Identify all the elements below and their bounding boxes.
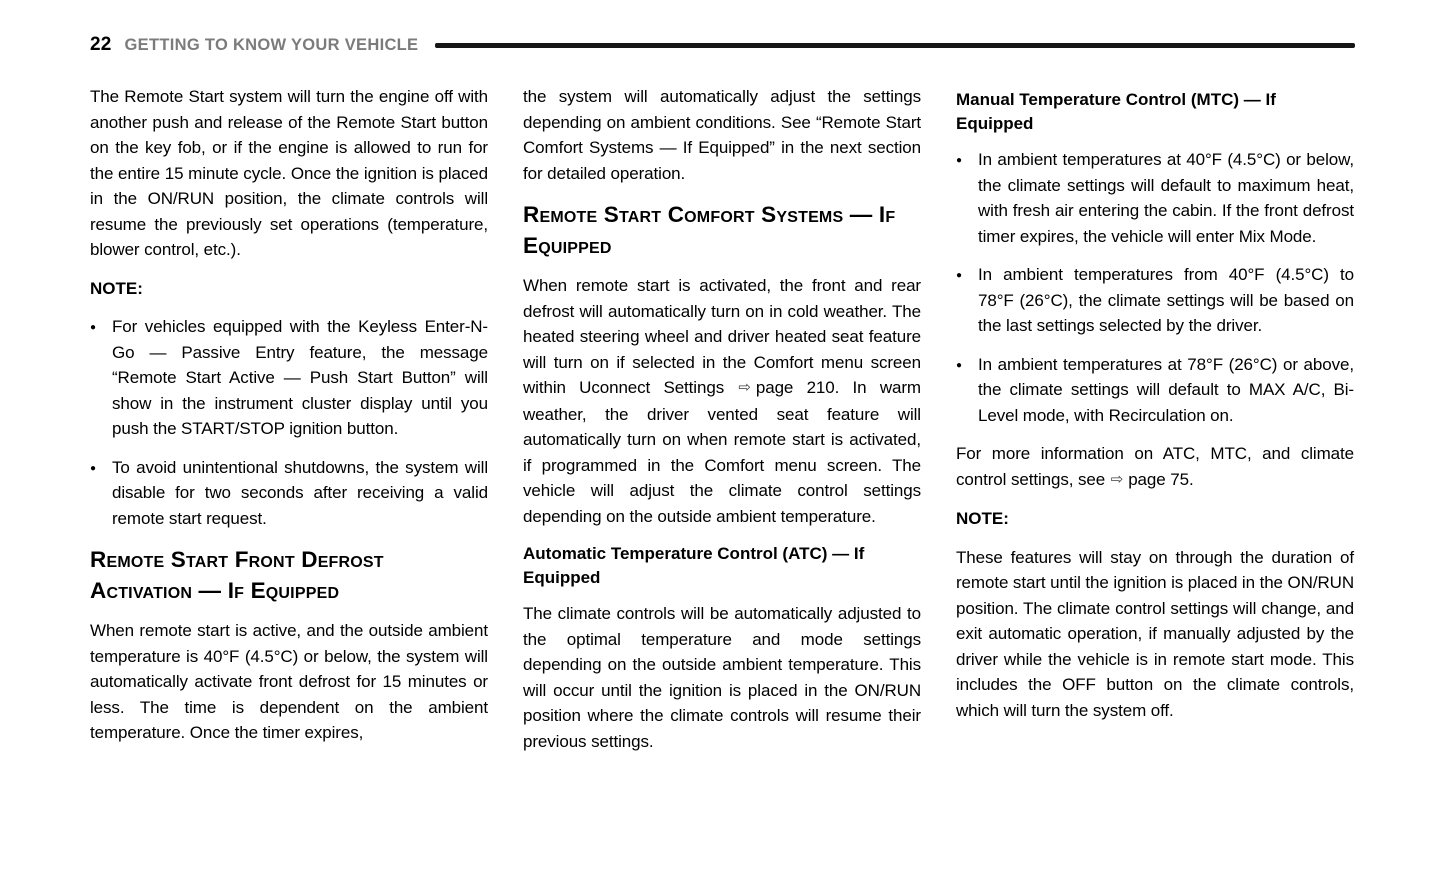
page-header [90, 34, 1355, 56]
page-arrow-icon: ⇨ [738, 379, 751, 396]
bullet-text: In ambient temperatures at 78°F (26°C) or above, the climate settings will default to MAX A/C, Bi-Level mode, with Recirculation on. [978, 354, 1354, 425]
bullet-list [90, 314, 488, 531]
section-heading-comfort-systems: Remote Start Comfort Systems — If Equipped [523, 202, 896, 258]
bullet-list [956, 147, 1354, 428]
bullet-icon: ● [956, 359, 962, 371]
paragraph: When remote start is active, and the outside ambient temperature is 40°F (4.5°C) or below, the system will automatically activate front defrost for 15 minutes or less. The time is dependent on the ambient temperature. Once the timer expires, [90, 621, 488, 742]
paragraph [523, 273, 921, 529]
paragraph-text: When remote start is activated, the front and rear defrost will automatically turn on in cold weather. The heated steering wheel and driver heated seat feature will turn on if selected in the Comfort menu screen within Uconnect Settings [523, 276, 921, 397]
paragraph: These features will stay on through the duration of remote start until the ignition is placed in the ON/RUN position. The climate control settings will change, and exit automatic operation, if manually adjusted by the driver while the vehicle is in remote start mode. This includes the OFF button on the climate controls, which will turn the system off. [956, 547, 1354, 720]
page-reference-link[interactable] [737, 378, 834, 397]
header-rule [435, 43, 1355, 48]
column-2 [523, 84, 921, 767]
bullet-text: For vehicles equipped with the Keyless Enter-N-Go — Passive Entry feature, the message “Remote Start Active — Push Start Button” will show in the instrument cluster display until you push the START/STOP ignition button. [112, 317, 488, 438]
page-arrow-icon: ⇨ [1110, 470, 1124, 488]
list-item [956, 352, 1354, 429]
bullet-icon: ● [956, 155, 962, 166]
text-columns [90, 84, 1355, 767]
page-reference-label: page 210 [755, 378, 835, 397]
paragraph: The climate controls will be automatically adjusted to the optimal temperature and mode settings depending on the outside ambient temperature. This will occur until the ignition is placed in the ON/RUN position where the climate controls will resume their previous settings. [523, 604, 921, 751]
bullet-icon: ● [90, 462, 96, 474]
bullet-text: To avoid unintentional shutdowns, the system will disable for two seconds after receiving a valid remote start request. [112, 457, 488, 528]
note-label: NOTE: [90, 278, 143, 298]
page-reference-link[interactable] [1110, 470, 1189, 489]
note-label: NOTE: [956, 509, 1009, 528]
paragraph [956, 441, 1354, 493]
subheading-mtc: Manual Temperature Control (MTC) — If Equipped [956, 90, 1276, 133]
paragraph: the system will automatically adjust the settings depending on ambient conditions. See “Remote Start Comfort Systems — If Equipped” in the next section for detailed operation. [523, 87, 921, 183]
subheading-atc: Automatic Temperature Control (ATC) — If Equipped [523, 544, 865, 587]
column-3 [956, 84, 1354, 767]
list-item [90, 455, 488, 532]
list-item [956, 262, 1354, 339]
paragraph-text: . [1188, 469, 1194, 489]
list-item [90, 314, 488, 442]
page-number: 22 [90, 34, 112, 55]
bullet-text: In ambient temperatures at 40°F (4.5°C) or below, the climate settings will default to maximum heat, with fresh air entering the cabin. If the front defrost timer expires, the vehicle will enter Mix Mode. [978, 150, 1354, 246]
paragraph-text: . In warm weather, the driver vented seat feature will automatically turn on when remote start is activated, if programmed in the Comfort menu screen. The vehicle will adjust the climate control settings depending on the outside ambient temperature. [523, 378, 921, 526]
page-reference-label: page 75 [1128, 469, 1189, 489]
column-1 [90, 84, 488, 767]
bullet-icon: ● [956, 270, 962, 281]
bullet-icon: ● [90, 322, 96, 333]
bullet-text: In ambient temperatures from 40°F (4.5°C) to 78°F (26°C), the climate settings will be based on the last settings selected by the driver. [978, 265, 1354, 335]
paragraph-text: For more information on ATC, MTC, and climate control settings, see [956, 444, 1354, 489]
section-heading-front-defrost: Remote Start Front Defrost Activation — If Equipped [90, 547, 384, 603]
chapter-title: GETTING TO KNOW YOUR VEHICLE [124, 35, 419, 54]
list-item [956, 147, 1354, 249]
paragraph: The Remote Start system will turn the engine off with another push and release of the Remote Start button on the key fob, or if the engine is allowed to run for the entire 15 minute cycle. Once the ignition is placed in the ON/RUN position, the climate controls will resume the previously set operations (temperature, blower control, etc.). [90, 87, 488, 259]
